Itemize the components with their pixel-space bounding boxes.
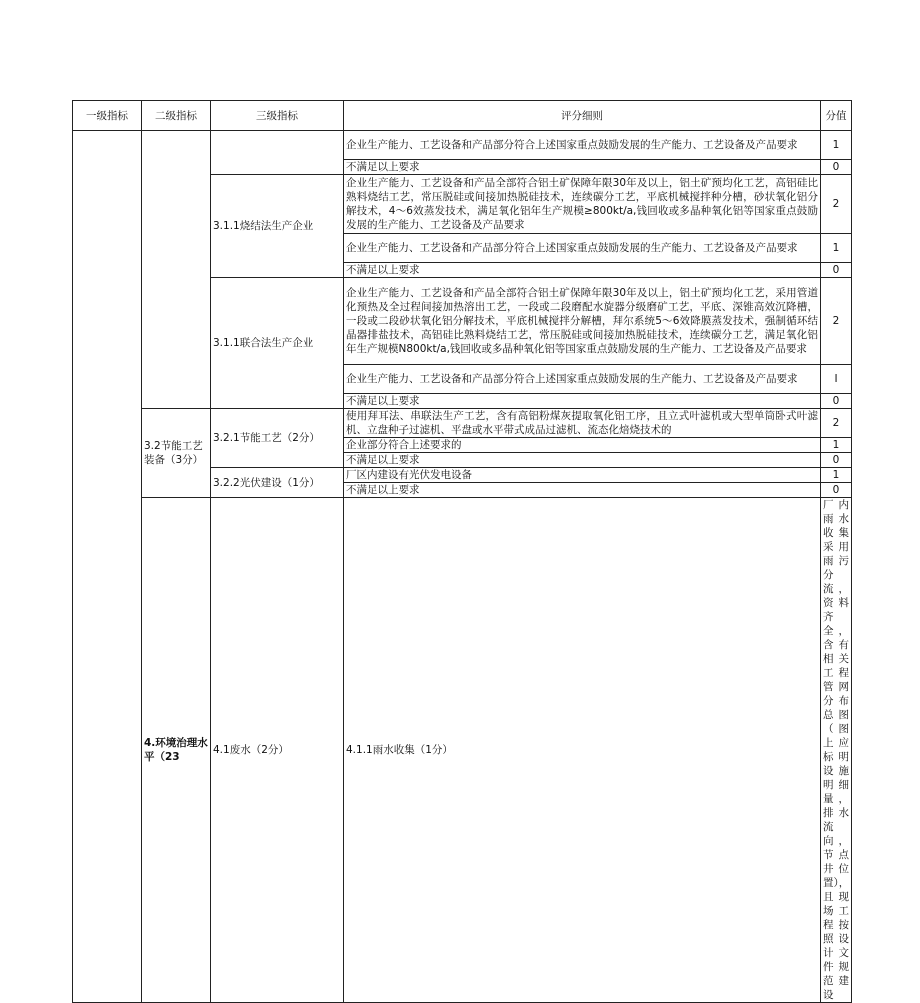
rule-text: 不满足以上要求 <box>344 453 821 468</box>
rule-text: 企业生产能力、工艺设备和产品部分符合上述国家重点鼓励发展的生产能力、工艺设备及产品要求 <box>344 365 821 394</box>
level3-combined: 3.1.1联合法生产企业 <box>211 278 344 409</box>
score-value: 1 <box>821 438 852 453</box>
level2-wastewater: 4.1废水（2分） <box>211 498 344 1003</box>
rule-text: 厂内雨水收集采用雨污分流，资料齐全，含有相关工程管网分布总图（图上应标明设施明细量，排水流向，节点井位置），且现场工程按照设计文件规范建设 <box>821 498 852 1003</box>
rule-text: 不满足以上要求 <box>344 160 821 175</box>
level3-sinter: 3.1.1烧结法生产企业 <box>211 175 344 278</box>
table-row <box>73 409 852 438</box>
header-row <box>73 101 852 131</box>
level2-energy-saving: 3.2节能工艺装备（3分） <box>142 409 211 498</box>
rule-text: 企业生产能力、工艺设备和产品部分符合上述国家重点鼓励发展的生产能力、工艺设备及产品要求 <box>344 131 821 160</box>
level3-rain: 4.1.1雨水收集（1分） <box>344 498 821 1003</box>
score-value: 0 <box>821 263 852 278</box>
rule-text: 不满足以上要求 <box>344 263 821 278</box>
score-value: 1 <box>821 131 852 160</box>
level3-cell-empty <box>211 131 344 175</box>
score-value: 2 <box>821 175 852 234</box>
header-rules: 评分细则 <box>344 101 821 131</box>
score-value: 0 <box>821 453 852 468</box>
rule-text: 厂区内建设有光伏发电设备 <box>344 468 821 483</box>
header-score: 分值 <box>821 101 852 131</box>
scoring-table <box>72 100 852 1003</box>
header-level1: 一级指标 <box>73 101 142 131</box>
rule-text: 企业生产能力、工艺设备和产品全部符合铝土矿保障年限30年及以上，铝土矿预均化工艺，高铝硅比熟料烧结工艺，常压脱硅或间接加热脱硅技术，连续碳分工艺，平底机械搅拌种分槽，砂状氧化铝分解技术，4～6效蒸发技术，满足氧化铝年生产规模≥800kt/a,钱回收或多晶种氧化铝等国家重点鼓励发展的生产能力、工艺设备及产品要求 <box>344 175 821 234</box>
score-value: 2 <box>821 278 852 365</box>
rule-text: 企业生产能力、工艺设备和产品部分符合上述国家重点鼓励发展的生产能力、工艺设备及产品要求 <box>344 234 821 263</box>
table-row <box>73 498 852 1003</box>
rule-text: 不满足以上要求 <box>344 394 821 409</box>
rule-text: 企业生产能力、工艺设备和产品全部符合铝土矿保障年限30年及以上，铝土矿预均化工艺，采用管道化预热及全过程间接加热溶出工艺，一段或二段磨配水旋器分级磨矿工艺，平底、深锥高效沉降槽，一段或二段砂状氧化铝分解技术，平底机械搅拌分解槽，拜尔系统5～6效降膜蒸发技术，强制循环结晶器排盐技术，高铝硅比熟料烧结工艺，常压脱硅或间接加热脱硅技术，连续碳分工艺，满足氧化铝年生产规模N800kt/a,钱回收或多晶种氧化铝等国家重点鼓励发展的生产能力、工艺设备及产品要求 <box>344 278 821 365</box>
table-row <box>73 131 852 160</box>
score-value: I <box>821 365 852 394</box>
score-value: 2 <box>821 409 852 438</box>
score-value: 1 <box>821 234 852 263</box>
level1-cell-empty <box>73 131 142 1003</box>
score-value: 0 <box>821 483 852 498</box>
score-value: 1 <box>821 468 852 483</box>
rule-text: 企业部分符合上述要求的 <box>344 438 821 453</box>
level1-environment: 4.环境治理水平（23 <box>142 498 211 1003</box>
level3-pv: 3.2.2光伏建设（1分） <box>211 468 344 498</box>
header-level2: 二级指标 <box>142 101 211 131</box>
score-value: 0 <box>821 160 852 175</box>
rule-text: 不满足以上要求 <box>344 483 821 498</box>
score-value: 0 <box>821 394 852 409</box>
level2-cell-empty <box>142 131 211 409</box>
rule-text: 使用拜耳法、串联法生产工艺，含有高铝粉煤灰提取氧化铝工序，且立式叶滤机或大型单筒卧式叶滤机、立盘种子过滤机、平盘或水平带式成品过滤机、流态化焙烧技术的 <box>344 409 821 438</box>
level3-energy: 3.2.1节能工艺（2分） <box>211 409 344 468</box>
header-level3: 三级指标 <box>211 101 344 131</box>
